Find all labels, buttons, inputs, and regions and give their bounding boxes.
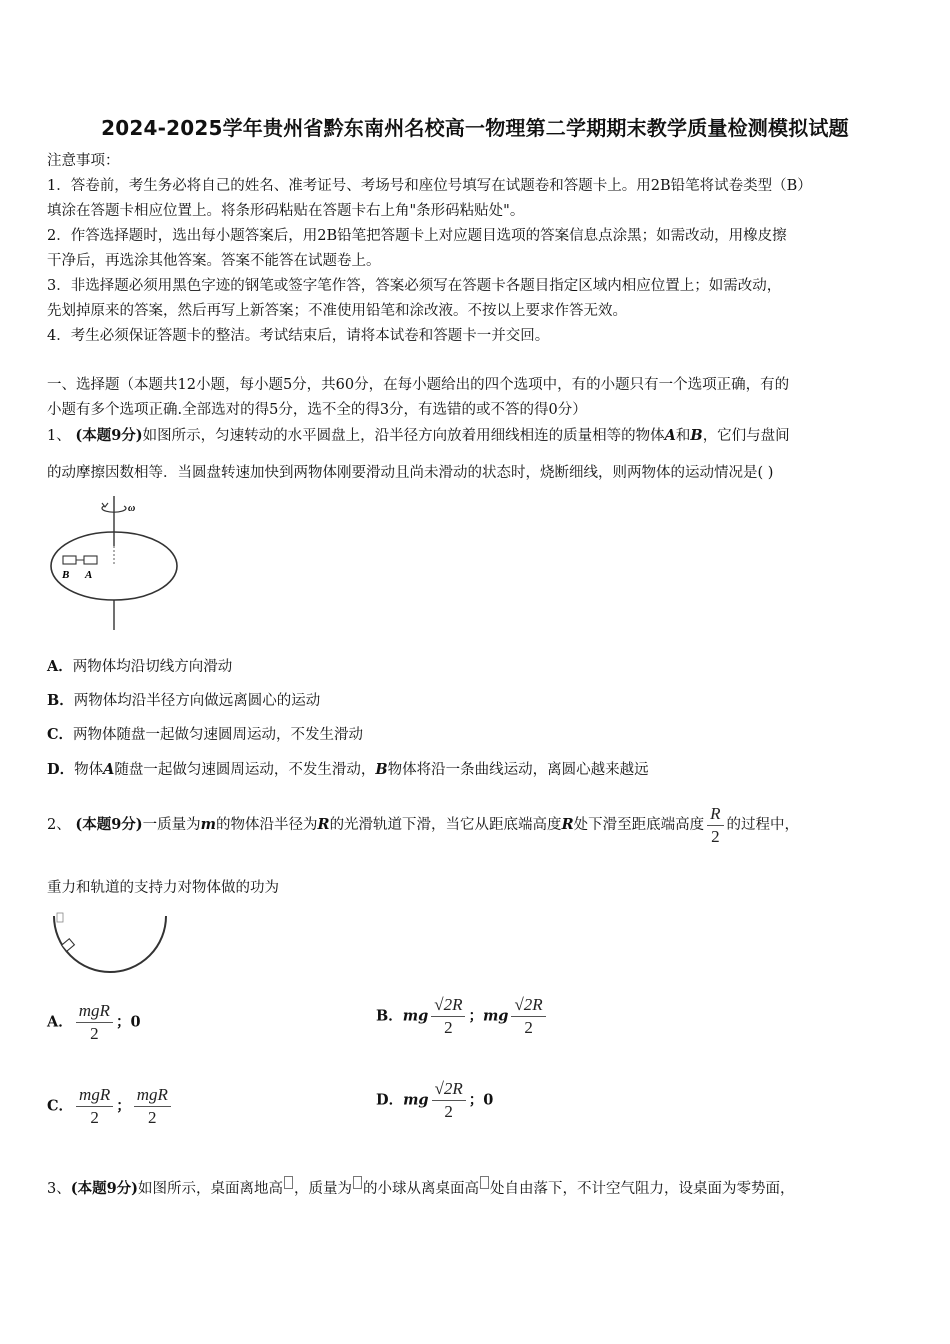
question-2-stem-line2: 重力和轨道的支持力对物体做的功为 — [47, 880, 279, 896]
block-b — [63, 556, 76, 564]
object-block — [62, 939, 75, 952]
question-number: 2、 — [47, 817, 71, 833]
option-d[interactable]: D．mg $\frac{√2R}{2}$ ；0 — [376, 1079, 494, 1121]
question-points: (本题9分) — [75, 816, 143, 833]
omega-label: ω — [128, 503, 136, 514]
question-number: 3、 — [47, 1181, 71, 1197]
notice-line: 先划掉原来的答案，然后再写上新答案；不准使用铅笔和涂改液。不按以上要求作答无效。 — [47, 303, 627, 319]
question-points: (本题9分) — [75, 427, 143, 444]
notice-line: 1．答卷前，考生务必将自己的姓名、准考证号、考场号和座位号填写在试题卷和答题卡上。用2B铅笔将试卷类型（B） — [47, 178, 812, 194]
question-1-stem-line2: 的动摩擦因数相等．当圆盘转速加快到两物体刚要滑动且尚未滑动的状态时，烧断细线，则两物体的运动情况是( ) — [47, 465, 774, 481]
question-1-stem: 1、 (本题9分)如图所示，匀速转动的水平圆盘上，沿半径方向放着用细线相连的质量相等的物体A和B，它们与盘间 — [47, 427, 790, 444]
notice-line: 干净后，再选涂其他答案。答案不能答在试题卷上。 — [47, 253, 381, 269]
option-a[interactable]: A． $\frac{\text{mgR}}{2}$ ；0 — [47, 1001, 141, 1043]
option-d[interactable]: D．物体A随盘一起做匀速圆周运动，不发生滑动，B物体将沿一条曲线运动，离圆心越来越远 — [47, 761, 649, 778]
notice-line: 填涂在答题卡相应位置上。将条形码粘贴在答题卡右上角"条形码粘贴处"。 — [47, 203, 525, 219]
question-3-stem: 3、(本题9分)如图所示，桌面离地高 ，质量为 的小球从离桌面高 处自由落下，不计空气阻力，设桌面为零势面， — [47, 1176, 913, 1202]
notice-heading: 注意事项： — [47, 153, 120, 169]
notice-line: 3．非选择题必须用黑色字迹的钢笔或签字笔作答，答案必须写在答题卡各题目指定区域内相应位置上；如需改动， — [47, 278, 782, 294]
section-heading-line2: 小题有多个选项正确.全部选对的得5分，选不全的得3分，有选错的或不答的得0分） — [47, 402, 587, 418]
question-number: 1、 — [47, 428, 71, 444]
label-a: A — [85, 569, 93, 581]
option-b[interactable]: B．mg $\frac{√2R}{2}$ ；mg $\frac{√2R}{2}$ — [376, 994, 549, 1039]
block-a — [84, 556, 97, 564]
section-heading-line1: 一、选择题（本题共12小题，每小题5分，共60分，在每小题给出的四个选项中，有的小题只有一个选项正确，有的 — [47, 377, 790, 393]
question-2-stem: 2、 (本题9分)一质量为m的物体沿半径为R的光滑轨道下滑，当它从距底端高度R处下滑至距底端高度 $\frac{R}{2}$ 的过程中， — [47, 803, 800, 846]
notice-line: 2．作答选择题时，选出每小题答案后，用2B铅笔把答题卡上对应题目选项的答案信息点涂黑；如需改动，用橡皮擦 — [47, 228, 787, 244]
rotating-disk-figure — [44, 494, 190, 634]
label-b: B — [62, 569, 70, 581]
option-c[interactable]: C．两物体随盘一起做匀速圆周运动，不发生滑动 — [47, 726, 364, 743]
option-c[interactable]: C． $\frac{\text{mgR}}{2}$ ； $\frac{\text{mgR}}{2}$ — [47, 1084, 174, 1129]
option-b[interactable]: B．两物体均沿半径方向做远离圆心的运动 — [47, 692, 321, 709]
fraction-r-over-2: $\frac{R}{2}$ — [707, 803, 723, 848]
notice-line: 4．考生必须保证答题卡的整洁。考试结束后，请将本试卷和答题卡一并交回。 — [47, 328, 550, 344]
track-figure — [50, 910, 172, 980]
page-title: 2024-2025学年贵州省黔东南州名校高一物理第二学期期末教学质量检测模拟试题 — [101, 116, 849, 140]
missing-symbol-icon — [284, 1176, 293, 1189]
option-a[interactable]: A．两物体均沿切线方向滑动 — [47, 658, 233, 675]
missing-symbol-icon — [480, 1176, 489, 1189]
missing-symbol-icon — [353, 1176, 362, 1189]
question-points: (本题9分) — [70, 1180, 139, 1197]
